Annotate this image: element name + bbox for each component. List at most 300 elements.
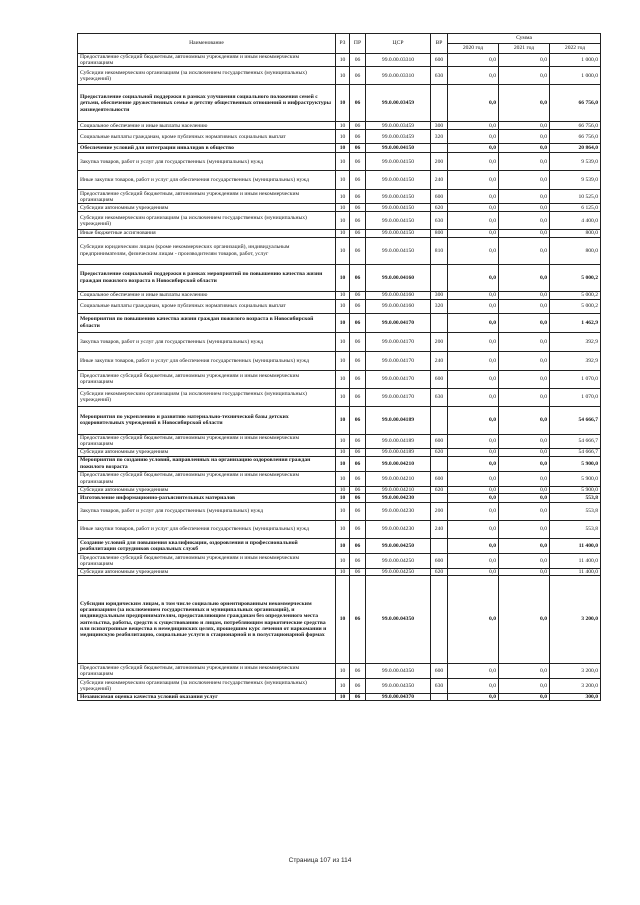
cell-name: Мероприятия по укреплению и развитию материально-технической базы детских оздоровительных учреждений в Новосибирской области (78, 406, 336, 434)
table-row (78, 237, 601, 264)
cell-rz: 10 (336, 332, 350, 351)
cell-2022: 9 539,0 (550, 153, 601, 171)
cell-rz: 10 (336, 122, 350, 130)
cell-rz: 10 (336, 434, 350, 448)
col-vr-header: ВР (431, 34, 448, 54)
cell-pr: 06 (350, 553, 366, 568)
cell-csr: 99.0.00.04350 (366, 664, 431, 679)
cell-csr: 99.0.00.04250 (366, 553, 431, 568)
cell-vr: 600 (431, 664, 448, 679)
cell-2021: 0,0 (499, 190, 550, 204)
cell-rz: 10 (336, 538, 350, 553)
cell-csr: 99.0.00.04189 (366, 434, 431, 448)
cell-rz: 10 (336, 520, 350, 538)
cell-vr: 200 (431, 153, 448, 171)
cell-2022: 11 400,0 (550, 553, 601, 568)
cell-csr: 99.0.00.03459 (366, 85, 431, 122)
cell-pr: 06 (350, 130, 366, 144)
page-footer: Страница 107 из 114 (288, 857, 352, 864)
col-2020-header: 2020 год (448, 44, 499, 54)
cell-pr: 06 (350, 370, 366, 388)
cell-csr: 99.0.00.04150 (366, 144, 431, 153)
cell-2022: 392,9 (550, 332, 601, 351)
cell-pr: 06 (350, 406, 366, 434)
cell-2020: 0,0 (448, 122, 499, 130)
cell-2022: 5 000,2 (550, 291, 601, 299)
cell-2021: 0,0 (499, 538, 550, 553)
cell-name: Субсидии некоммерческим организациям (за исключением государственных (муниципальных) учреждений) (78, 212, 336, 230)
cell-pr: 06 (350, 351, 366, 370)
cell-csr: 99.0.00.03459 (366, 122, 431, 130)
cell-rz: 10 (336, 130, 350, 144)
table-row (78, 67, 601, 85)
cell-2021: 0,0 (499, 237, 550, 264)
cell-pr: 06 (350, 204, 366, 212)
cell-rz: 10 (336, 694, 350, 701)
cell-csr: 99.0.00.04170 (366, 388, 431, 406)
cell-2022: 9 539,0 (550, 171, 601, 190)
cell-rz: 10 (336, 299, 350, 313)
cell-pr: 06 (350, 493, 366, 502)
cell-vr: 200 (431, 332, 448, 351)
cell-csr: 99.0.00.04210 (366, 471, 431, 486)
cell-2021: 0,0 (499, 406, 550, 434)
cell-2021: 0,0 (499, 130, 550, 144)
cell-pr: 06 (350, 332, 366, 351)
cell-name: Независимая оценка качества условий оказания услуг (78, 694, 336, 701)
cell-pr: 06 (350, 471, 366, 486)
col-rz-header: РЗ (336, 34, 350, 54)
cell-2020: 0,0 (448, 456, 499, 471)
cell-pr: 06 (350, 54, 366, 67)
cell-2022: 20 864,0 (550, 144, 601, 153)
table-row (78, 568, 601, 575)
cell-2020: 0,0 (448, 351, 499, 370)
cell-name: Предоставление субсидий бюджетным, автономным учреждениям и иным некоммерческим организациям (78, 370, 336, 388)
cell-2020: 0,0 (448, 448, 499, 456)
cell-vr: 630 (431, 212, 448, 230)
cell-pr: 06 (350, 388, 366, 406)
cell-2022: 1 000,0 (550, 54, 601, 67)
cell-vr: 320 (431, 130, 448, 144)
cell-2020: 0,0 (448, 502, 499, 520)
cell-vr: 620 (431, 568, 448, 575)
cell-2020: 0,0 (448, 144, 499, 153)
cell-rz: 10 (336, 502, 350, 520)
cell-csr: 99.0.00.04189 (366, 406, 431, 434)
cell-vr: 200 (431, 502, 448, 520)
cell-2022: 11 400,0 (550, 568, 601, 575)
cell-csr: 99.0.00.04160 (366, 299, 431, 313)
table-header (78, 34, 601, 54)
cell-pr: 06 (350, 171, 366, 190)
cell-rz: 10 (336, 230, 350, 237)
table-row (78, 204, 601, 212)
table-row (78, 388, 601, 406)
cell-rz: 10 (336, 486, 350, 493)
cell-pr: 06 (350, 313, 366, 332)
cell-2022: 553,8 (550, 493, 601, 502)
cell-name: Субсидии некоммерческим организациям (за исключением государственных (муниципальных) учреждений) (78, 67, 336, 85)
cell-2022: 4 400,0 (550, 212, 601, 230)
table-row (78, 486, 601, 493)
cell-csr: 99.0.00.04170 (366, 313, 431, 332)
table-row (78, 190, 601, 204)
cell-name: Субсидии юридическим лицам (кроме некоммерческих организаций), индивидуальным предпринимателям, физическим лицам - производителям товаров, работ, услуг (78, 237, 336, 264)
cell-2022: 10 525,0 (550, 190, 601, 204)
cell-name: Мероприятия по повышению качества жизни граждан пожилого возраста в Новосибирской области (78, 313, 336, 332)
cell-pr: 06 (350, 448, 366, 456)
cell-2021: 0,0 (499, 153, 550, 171)
cell-csr: 99.0.00.04210 (366, 486, 431, 493)
table-row (78, 130, 601, 144)
table-row (78, 456, 601, 471)
cell-pr: 06 (350, 679, 366, 694)
cell-2021: 0,0 (499, 664, 550, 679)
cell-csr: 99.0.00.04150 (366, 212, 431, 230)
cell-vr (431, 144, 448, 153)
cell-name: Субсидии автономным учреждениям (78, 486, 336, 493)
cell-vr: 600 (431, 190, 448, 204)
cell-name: Субсидии некоммерческим организациям (за исключением государственных (муниципальных) учреждений) (78, 388, 336, 406)
cell-name: Иные закупки товаров, работ и услуг для обеспечения государственных (муниципальных) нужд (78, 171, 336, 190)
cell-vr (431, 406, 448, 434)
cell-vr: 630 (431, 388, 448, 406)
cell-rz: 10 (336, 456, 350, 471)
table-row (78, 448, 601, 456)
cell-2020: 0,0 (448, 664, 499, 679)
cell-2020: 0,0 (448, 190, 499, 204)
cell-name: Субсидии автономным учреждениям (78, 568, 336, 575)
table-row (78, 520, 601, 538)
table-row (78, 230, 601, 237)
cell-csr: 99.0.00.04230 (366, 502, 431, 520)
cell-pr: 06 (350, 144, 366, 153)
cell-name: Мероприятия по созданию условий, направленных на организацию оздоровления граждан пожилого возраста (78, 456, 336, 471)
cell-vr (431, 538, 448, 553)
cell-name: Изготовление информационно-разъяснительных материалов (78, 493, 336, 502)
cell-2020: 0,0 (448, 153, 499, 171)
cell-2020: 0,0 (448, 370, 499, 388)
cell-csr: 99.0.00.04210 (366, 456, 431, 471)
cell-csr: 99.0.00.04230 (366, 520, 431, 538)
cell-rz: 10 (336, 664, 350, 679)
cell-name: Социальное обеспечение и иные выплаты населению (78, 291, 336, 299)
table-row (78, 299, 601, 313)
cell-csr: 99.0.00.04150 (366, 204, 431, 212)
cell-vr: 800 (431, 230, 448, 237)
cell-2022: 1 462,9 (550, 313, 601, 332)
cell-rz: 10 (336, 153, 350, 171)
cell-2020: 0,0 (448, 313, 499, 332)
cell-name: Субсидии юридическим лицам, в том числе социально ориентированным некоммерческим организациям (за исключением государственных и муниципальных организаций), и индивидуальным предпринимателям, предоставляющим гражданам без определенного места жительства, работы, средств к существованию и лицам, потребляющим наркотические средства или психотропные вещества в немедицинских целях, прошедшим курс лечения от наркомании и медицинскую реабилитацию, социальные услуги в стационарной и в полустационарной формах (78, 576, 336, 664)
cell-2022: 66 756,0 (550, 85, 601, 122)
cell-rz: 10 (336, 171, 350, 190)
cell-rz: 10 (336, 204, 350, 212)
cell-name: Закупка товаров, работ и услуг для государственных (муниципальных) нужд (78, 153, 336, 171)
cell-pr: 06 (350, 520, 366, 538)
table-row (78, 122, 601, 130)
cell-2022: 5 000,2 (550, 264, 601, 291)
cell-rz: 10 (336, 313, 350, 332)
cell-vr: 600 (431, 471, 448, 486)
table-row (78, 538, 601, 553)
cell-2020: 0,0 (448, 299, 499, 313)
cell-vr: 240 (431, 351, 448, 370)
cell-name: Закупка товаров, работ и услуг для государственных (муниципальных) нужд (78, 332, 336, 351)
cell-pr: 06 (350, 486, 366, 493)
cell-2020: 0,0 (448, 332, 499, 351)
table-row (78, 54, 601, 67)
cell-vr: 630 (431, 679, 448, 694)
cell-csr: 99.0.00.04350 (366, 576, 431, 664)
cell-name: Предоставление субсидий бюджетным, автономным учреждениям и иным некоммерческим организациям (78, 54, 336, 67)
cell-pr: 06 (350, 434, 366, 448)
cell-name: Субсидии автономным учреждениям (78, 204, 336, 212)
cell-2020: 0,0 (448, 230, 499, 237)
cell-csr: 99.0.00.04170 (366, 351, 431, 370)
cell-name: Иные закупки товаров, работ и услуг для обеспечения государственных (муниципальных) нужд (78, 520, 336, 538)
table-row (78, 153, 601, 171)
cell-vr (431, 493, 448, 502)
cell-2022: 66 756,0 (550, 122, 601, 130)
cell-name: Субсидии некоммерческим организациям (за исключением государственных (муниципальных) учреждений) (78, 679, 336, 694)
cell-pr: 06 (350, 694, 366, 701)
cell-2022: 3 200,0 (550, 664, 601, 679)
cell-rz: 10 (336, 448, 350, 456)
cell-name: Иные закупки товаров, работ и услуг для обеспечения государственных (муниципальных) нужд (78, 351, 336, 370)
cell-rz: 10 (336, 406, 350, 434)
cell-2021: 0,0 (499, 679, 550, 694)
cell-2020: 0,0 (448, 204, 499, 212)
table-row (78, 406, 601, 434)
cell-vr (431, 694, 448, 701)
cell-pr: 06 (350, 122, 366, 130)
cell-name: Социальные выплаты гражданам, кроме публичных нормативных социальных выплат (78, 299, 336, 313)
cell-2021: 0,0 (499, 264, 550, 291)
cell-2020: 0,0 (448, 130, 499, 144)
table-row (78, 85, 601, 122)
cell-2022: 6 125,0 (550, 204, 601, 212)
cell-vr: 300 (431, 122, 448, 130)
cell-2021: 0,0 (499, 299, 550, 313)
cell-pr: 06 (350, 212, 366, 230)
cell-vr: 240 (431, 520, 448, 538)
cell-2022: 553,8 (550, 502, 601, 520)
cell-name: Предоставление социальной поддержки в рамках улучшения социального положения семей с детьми, обеспечение дружественных семье и детству общественных отношений и инфраструктуры жизнедеятельности (78, 85, 336, 122)
cell-2020: 0,0 (448, 576, 499, 664)
col-2022-header: 2022 год (550, 44, 601, 54)
cell-2021: 0,0 (499, 471, 550, 486)
cell-rz: 10 (336, 493, 350, 502)
cell-2022: 800,0 (550, 237, 601, 264)
cell-2021: 0,0 (499, 486, 550, 493)
cell-name: Социальное обеспечение и иные выплаты населению (78, 122, 336, 130)
cell-2021: 0,0 (499, 67, 550, 85)
table-row (78, 264, 601, 291)
cell-2022: 3 200,0 (550, 679, 601, 694)
cell-pr: 06 (350, 291, 366, 299)
table-row (78, 576, 601, 664)
cell-pr: 06 (350, 153, 366, 171)
cell-2021: 0,0 (499, 568, 550, 575)
table-row (78, 502, 601, 520)
cell-2022: 1 070,0 (550, 370, 601, 388)
cell-2022: 5 900,0 (550, 486, 601, 493)
cell-vr: 620 (431, 486, 448, 493)
cell-2021: 0,0 (499, 694, 550, 701)
cell-vr: 320 (431, 299, 448, 313)
table-row (78, 291, 601, 299)
cell-2020: 0,0 (448, 679, 499, 694)
cell-rz: 10 (336, 553, 350, 568)
cell-2021: 0,0 (499, 144, 550, 153)
cell-2020: 0,0 (448, 171, 499, 190)
cell-vr: 600 (431, 54, 448, 67)
cell-2021: 0,0 (499, 351, 550, 370)
cell-rz: 10 (336, 576, 350, 664)
cell-pr: 06 (350, 664, 366, 679)
cell-pr: 06 (350, 190, 366, 204)
cell-name: Предоставление субсидий бюджетным, автономным учреждениям и иным некоммерческим организациям (78, 664, 336, 679)
cell-pr: 06 (350, 237, 366, 264)
cell-csr: 99.0.00.04370 (366, 694, 431, 701)
cell-rz: 10 (336, 190, 350, 204)
cell-name: Обеспечение условий для интеграции инвалидов в общество (78, 144, 336, 153)
cell-csr: 99.0.00.04170 (366, 332, 431, 351)
cell-vr: 240 (431, 171, 448, 190)
cell-2022: 5 900,0 (550, 471, 601, 486)
cell-2020: 0,0 (448, 388, 499, 406)
cell-2021: 0,0 (499, 502, 550, 520)
cell-2020: 0,0 (448, 434, 499, 448)
budget-table (77, 33, 601, 701)
cell-vr: 300 (431, 291, 448, 299)
cell-2021: 0,0 (499, 493, 550, 502)
cell-2020: 0,0 (448, 264, 499, 291)
cell-2020: 0,0 (448, 85, 499, 122)
cell-2022: 1 070,0 (550, 388, 601, 406)
table-row (78, 144, 601, 153)
cell-2021: 0,0 (499, 313, 550, 332)
cell-vr (431, 313, 448, 332)
cell-vr: 630 (431, 67, 448, 85)
cell-2022: 5 000,2 (550, 299, 601, 313)
cell-rz: 10 (336, 568, 350, 575)
cell-pr: 06 (350, 456, 366, 471)
cell-2022: 5 900,0 (550, 456, 601, 471)
cell-2020: 0,0 (448, 67, 499, 85)
table-row (78, 313, 601, 332)
cell-2021: 0,0 (499, 54, 550, 67)
table-row (78, 471, 601, 486)
cell-2020: 0,0 (448, 406, 499, 434)
cell-pr: 06 (350, 538, 366, 553)
cell-rz: 10 (336, 144, 350, 153)
cell-csr: 99.0.00.04150 (366, 171, 431, 190)
cell-name: Создание условий для повышения квалификации, оздоровления и профессиональной реабилитации сотрудников социальных служб (78, 538, 336, 553)
cell-rz: 10 (336, 237, 350, 264)
cell-2022: 300,0 (550, 694, 601, 701)
col-2021-header: 2021 год (499, 44, 550, 54)
cell-rz: 10 (336, 67, 350, 85)
cell-rz: 10 (336, 679, 350, 694)
cell-rz: 10 (336, 85, 350, 122)
cell-2020: 0,0 (448, 54, 499, 67)
col-pr-header: ПР (350, 34, 366, 54)
cell-rz: 10 (336, 264, 350, 291)
cell-pr: 06 (350, 568, 366, 575)
table-row (78, 370, 601, 388)
table-row (78, 553, 601, 568)
cell-csr: 99.0.00.04250 (366, 538, 431, 553)
cell-2022: 553,8 (550, 520, 601, 538)
cell-2022: 54 666,7 (550, 406, 601, 434)
cell-name: Социальные выплаты гражданам, кроме публичных нормативных социальных выплат (78, 130, 336, 144)
cell-name: Предоставление субсидий бюджетным, автономным учреждениям и иным некоммерческим организациям (78, 190, 336, 204)
cell-2021: 0,0 (499, 204, 550, 212)
cell-pr: 06 (350, 85, 366, 122)
cell-2021: 0,0 (499, 456, 550, 471)
cell-pr: 06 (350, 230, 366, 237)
cell-rz: 10 (336, 370, 350, 388)
cell-name: Субсидии автономным учреждениям (78, 448, 336, 456)
cell-2021: 0,0 (499, 171, 550, 190)
cell-2022: 800,0 (550, 230, 601, 237)
cell-vr: 620 (431, 448, 448, 456)
cell-rz: 10 (336, 212, 350, 230)
cell-name: Предоставление субсидий бюджетным, автономным учреждениям и иным некоммерческим организациям (78, 553, 336, 568)
table-row (78, 679, 601, 694)
cell-2020: 0,0 (448, 291, 499, 299)
cell-2021: 0,0 (499, 434, 550, 448)
table-row (78, 664, 601, 679)
table-row (78, 434, 601, 448)
cell-2021: 0,0 (499, 370, 550, 388)
cell-vr (431, 456, 448, 471)
cell-2021: 0,0 (499, 448, 550, 456)
cell-pr: 06 (350, 502, 366, 520)
cell-2021: 0,0 (499, 212, 550, 230)
cell-2021: 0,0 (499, 122, 550, 130)
cell-csr: 99.0.00.04150 (366, 190, 431, 204)
cell-vr: 600 (431, 434, 448, 448)
cell-vr: 600 (431, 370, 448, 388)
table-row (78, 212, 601, 230)
cell-vr (431, 264, 448, 291)
cell-2020: 0,0 (448, 237, 499, 264)
cell-2021: 0,0 (499, 388, 550, 406)
budget-table-sheet (77, 33, 600, 701)
cell-csr: 99.0.00.04160 (366, 264, 431, 291)
cell-csr: 99.0.00.03459 (366, 130, 431, 144)
cell-2020: 0,0 (448, 520, 499, 538)
cell-rz: 10 (336, 351, 350, 370)
cell-csr: 99.0.00.04189 (366, 448, 431, 456)
cell-vr: 810 (431, 237, 448, 264)
cell-name: Закупка товаров, работ и услуг для государственных (муниципальных) нужд (78, 502, 336, 520)
cell-2021: 0,0 (499, 291, 550, 299)
cell-2020: 0,0 (448, 694, 499, 701)
table-row (78, 351, 601, 370)
table-body (78, 54, 601, 701)
cell-2021: 0,0 (499, 576, 550, 664)
cell-name: Предоставление социальной поддержки в рамках мероприятий по повышению качества жизни граждан пожилого возраста в Новосибирской области (78, 264, 336, 291)
cell-pr: 06 (350, 576, 366, 664)
cell-csr: 99.0.00.04150 (366, 237, 431, 264)
cell-vr: 600 (431, 553, 448, 568)
col-name-header: Наименование (78, 34, 336, 54)
